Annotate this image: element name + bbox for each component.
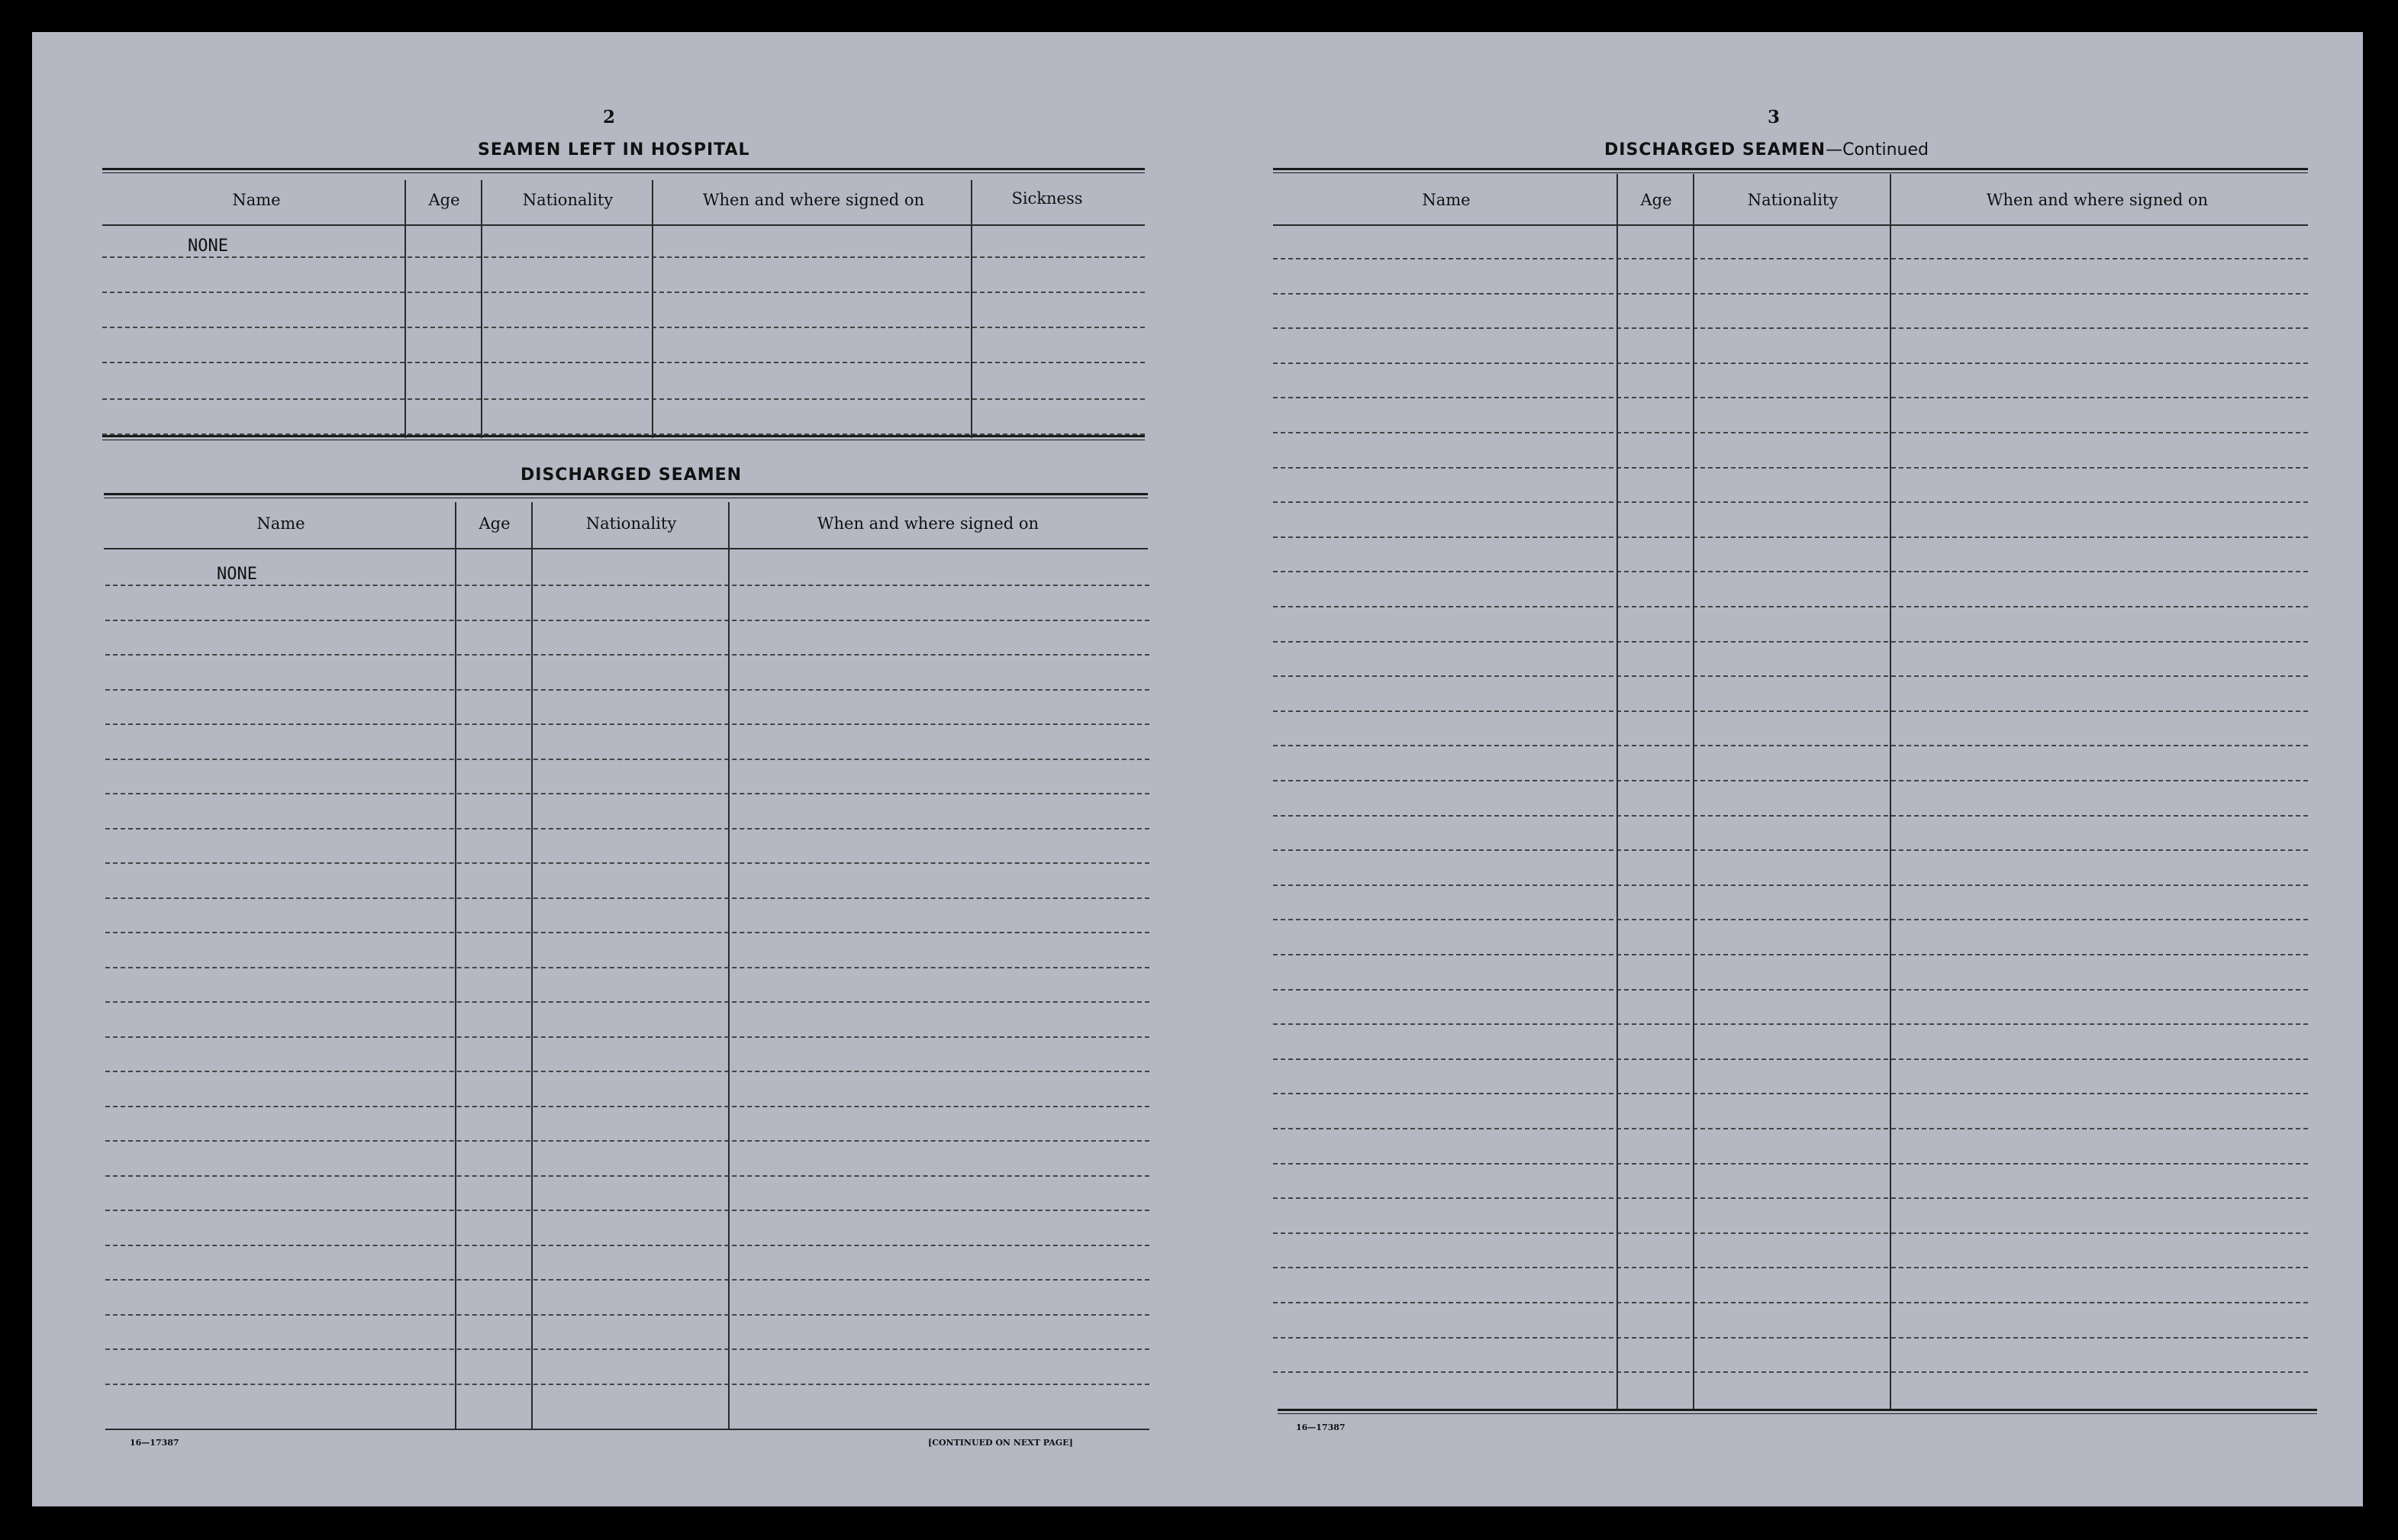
discharged-header-rule: [104, 548, 1148, 549]
ruled-row-line: [105, 793, 1149, 794]
ruled-row-line: [1273, 1197, 2308, 1199]
ruled-row-line: [1273, 745, 2308, 746]
ruled-row-line: [105, 1384, 1149, 1385]
ruled-row-line: [105, 1001, 1149, 1003]
ruled-row-line: [105, 1106, 1149, 1107]
ruled-row-line: [105, 585, 1149, 586]
discharged-section-title: DISCHARGED SEAMEN: [521, 466, 743, 485]
ruled-row-line: [1273, 501, 2308, 503]
ruled-row-line: [105, 689, 1149, 691]
right-form-number: 16—17387: [1296, 1422, 1346, 1432]
right-header-age: Age: [1640, 191, 1672, 209]
left-form-number: 16—17387: [130, 1438, 179, 1448]
hospital-header-rule: [102, 224, 1145, 226]
ruled-row-line: [1273, 641, 2308, 643]
right-header-nationality: Nationality: [1747, 191, 1839, 209]
ruled-row-line: [105, 1348, 1149, 1350]
ruled-row-line: [1273, 989, 2308, 991]
hospital-header-name: Name: [232, 191, 281, 209]
ruled-row-line: [1273, 1093, 2308, 1094]
ruled-row-line: [1273, 293, 2308, 295]
right-bottom-rule: [1278, 1409, 2317, 1414]
ruled-row-line: [105, 967, 1149, 968]
ruled-row-line: [1273, 919, 2308, 920]
hospital-header-nationality: Nationality: [522, 191, 614, 209]
ruled-row-line: [1273, 1163, 2308, 1165]
discharged-col-divider: [531, 502, 533, 1429]
ruled-row-line: [1273, 1371, 2308, 1373]
hospital-entry-none: NONE: [188, 237, 228, 256]
left-page-number: 2: [603, 107, 616, 127]
right-header-rule: [1273, 224, 2308, 226]
ruled-row-line: [1273, 884, 2308, 886]
discharged-header-signed-on: When and where signed on: [817, 514, 1039, 533]
discharged-top-rule: [104, 493, 1148, 498]
hospital-row-line: [102, 362, 1145, 363]
discharged-header-age: Age: [479, 514, 511, 533]
right-top-rule: [1273, 168, 2308, 173]
ruled-row-line: [105, 1140, 1149, 1142]
continued-note: [CONTINUED ON NEXT PAGE]: [928, 1438, 1073, 1448]
ruled-row-line: [1273, 1232, 2308, 1234]
right-page-number: 3: [1768, 107, 1781, 127]
right-title-main: DISCHARGED SEAMEN: [1604, 140, 1826, 159]
ruled-row-line: [1273, 1128, 2308, 1129]
ruled-row-line: [105, 1279, 1149, 1281]
hospital-row-line: [102, 256, 1145, 258]
hospital-top-rule: [102, 168, 1145, 173]
hospital-col-divider: [971, 180, 972, 438]
ruled-row-line: [105, 1036, 1149, 1038]
hospital-row-line: [102, 292, 1145, 293]
hospital-bottom-rule: [102, 435, 1145, 440]
hospital-col-divider: [652, 180, 653, 438]
hospital-col-divider: [481, 180, 482, 438]
ruled-row-line: [1273, 1023, 2308, 1025]
hospital-header-age: Age: [428, 191, 460, 209]
right-col-divider: [1890, 174, 1891, 1409]
ruled-row-line: [1273, 1302, 2308, 1303]
hospital-row-line: [102, 327, 1145, 328]
right-title-suffix: —Continued: [1826, 140, 1929, 159]
ruled-row-line: [105, 759, 1149, 760]
ruled-row-line: [1273, 571, 2308, 572]
ruled-row-line: [105, 828, 1149, 830]
ruled-row-line: [1273, 467, 2308, 469]
ruled-row-line: [1273, 432, 2308, 433]
discharged-entry-none: NONE: [217, 565, 257, 584]
right-col-divider: [1616, 174, 1618, 1409]
ruled-row-line: [1273, 815, 2308, 817]
hospital-header-signed-on: When and where signed on: [702, 191, 925, 209]
right-col-divider: [1693, 174, 1694, 1409]
discharged-bottom-rule: [105, 1429, 1149, 1430]
discharged-header-nationality: Nationality: [585, 514, 677, 533]
ruled-row-line: [1273, 362, 2308, 364]
document-sheet: [32, 32, 2363, 1506]
right-header-name: Name: [1422, 191, 1471, 209]
ruled-row-line: [1273, 954, 2308, 955]
ruled-row-line: [105, 897, 1149, 899]
discharged-col-divider: [728, 502, 730, 1429]
right-section-title: [1604, 140, 1929, 159]
ruled-row-line: [1273, 1058, 2308, 1060]
ruled-row-line: [105, 932, 1149, 933]
ruled-row-line: [1273, 536, 2308, 538]
hospital-section-title: SEAMEN LEFT IN HOSPITAL: [478, 140, 750, 159]
right-header-signed-on: When and where signed on: [1986, 191, 2209, 209]
ruled-row-line: [105, 1071, 1149, 1072]
hospital-row-line: [102, 398, 1145, 400]
discharged-header-name: Name: [256, 514, 305, 533]
ruled-row-line: [105, 1175, 1149, 1177]
ruled-row-line: [1273, 397, 2308, 398]
ruled-row-line: [1273, 327, 2308, 329]
discharged-col-divider: [455, 502, 456, 1429]
ruled-row-line: [1273, 258, 2308, 259]
ruled-row-line: [105, 620, 1149, 621]
ruled-row-line: [1273, 780, 2308, 781]
hospital-col-divider: [405, 180, 406, 438]
ruled-row-line: [1273, 675, 2308, 677]
ruled-row-line: [105, 1245, 1149, 1246]
ruled-row-line: [1273, 1267, 2308, 1268]
ruled-row-line: [105, 654, 1149, 656]
ruled-row-line: [1273, 1337, 2308, 1339]
ruled-row-line: [1273, 849, 2308, 851]
ruled-row-line: [105, 862, 1149, 864]
ruled-row-line: [105, 1210, 1149, 1211]
ruled-row-line: [105, 723, 1149, 725]
ruled-row-line: [1273, 606, 2308, 607]
ruled-row-line: [105, 1314, 1149, 1316]
ruled-row-line: [1273, 710, 2308, 712]
hospital-header-sickness: Sickness: [1011, 189, 1083, 208]
